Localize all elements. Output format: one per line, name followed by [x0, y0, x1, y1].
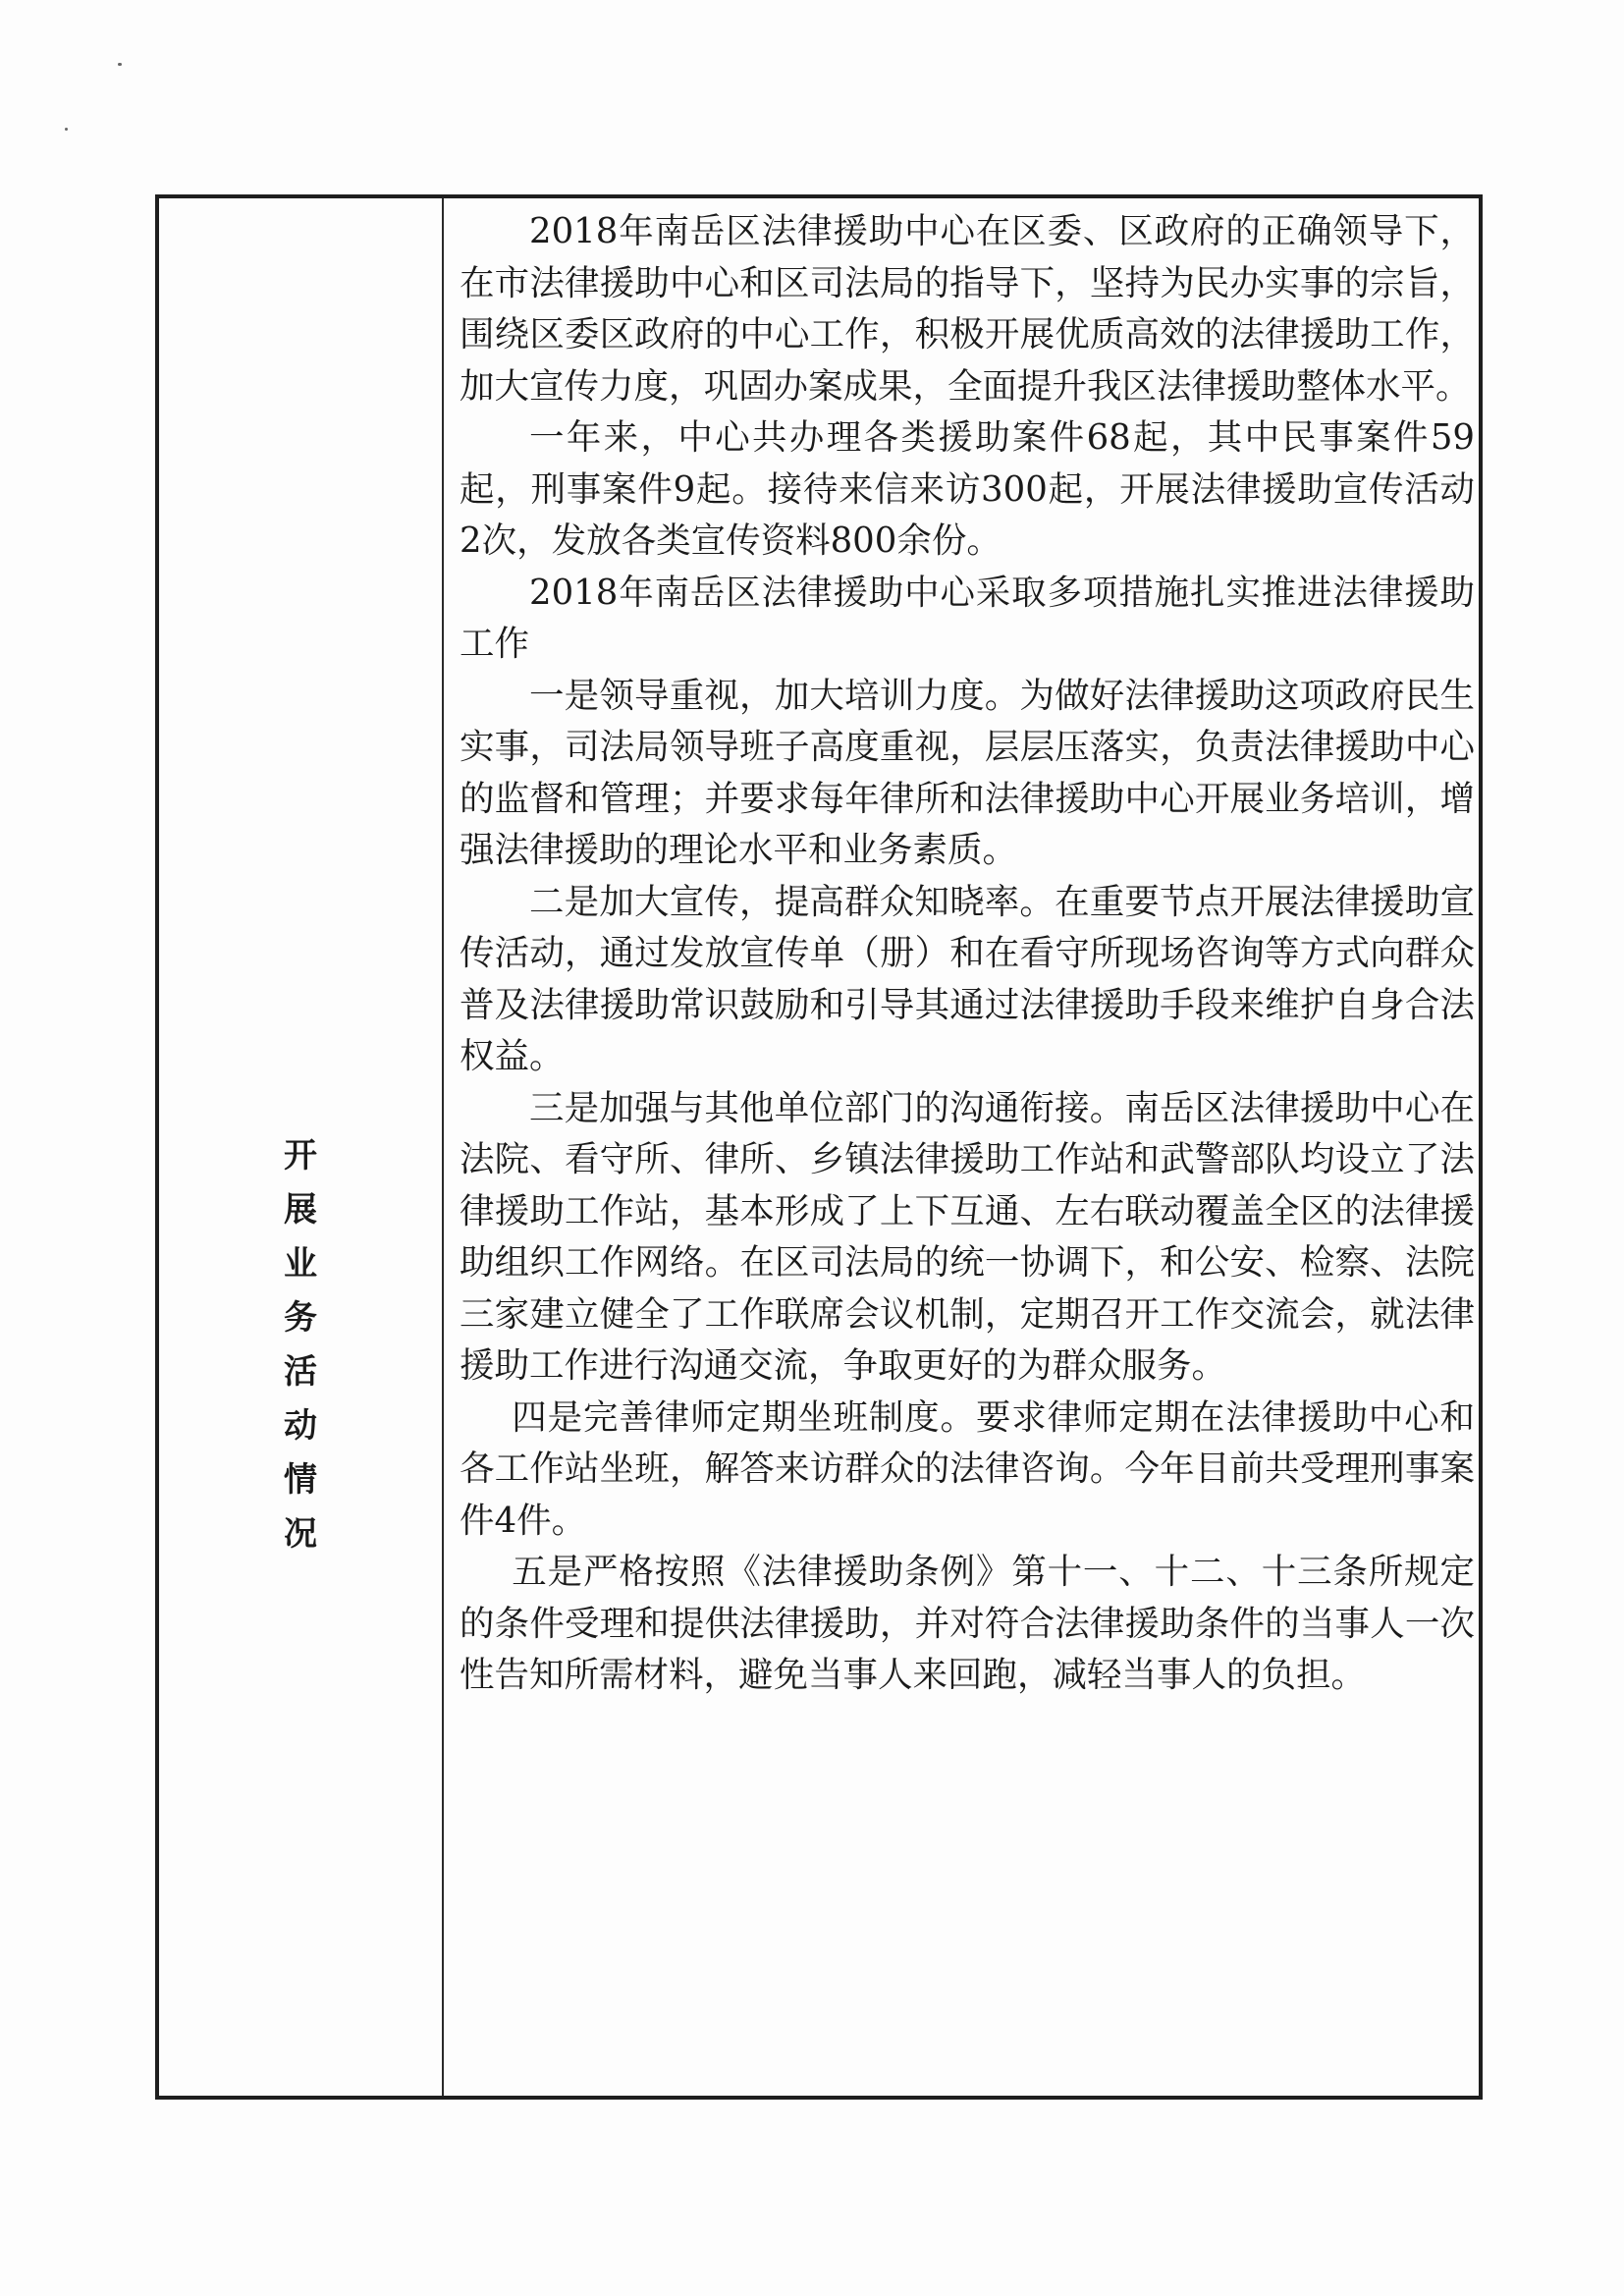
content-cell: [444, 198, 1479, 2096]
paragraph-measure-4: 四是完善律师定期坐班制度。要求律师定期在法律援助中心和各工作站坐班，解答来访群众的法律咨询。今年目前共受理刑事案件4件。: [460, 1396, 1475, 1541]
paragraph-measures-heading: 2018年南岳区法律援助中心采取多项措施扎实推进法律援助工作: [460, 572, 1475, 664]
form-table: [155, 194, 1483, 2100]
paragraph-stats: 一年来，中心共办理各类援助案件68起，其中民事案件59起，刑事案件9起。接待来信来访300起，开展法律援助宣传活动2次，发放各类宣传资料800余份。: [460, 417, 1475, 561]
report-body: [460, 206, 1475, 1702]
scan-speck: [118, 63, 122, 66]
row-label-char: 业: [284, 1244, 317, 1284]
row-label-char: 动: [284, 1406, 317, 1446]
paragraph-measure-1: 一是领导重视，加大培训力度。为做好法律援助这项政府民生实事，司法局领导班子高度重视，层层压落实，负责法律援助中心的监督和管理；并要求每年律所和法律援助中心开展业务培训，增强法律援助的理论水平和业务素质。: [460, 675, 1475, 870]
row-label-char: 情: [284, 1460, 317, 1500]
row-label-char: 展: [284, 1190, 317, 1230]
paragraph-measure-3: 三是加强与其他单位部门的沟通衔接。南岳区法律援助中心在法院、看守所、律所、乡镇法律援助工作站和武警部队均设立了法律援助工作站，基本形成了上下互通、左右联动覆盖全区的法律援助组织工作网络。在区司法局的统一协调下，和公安、检察、法院三家建立健全了工作联席会议机制，定期召开工作交流会，就法律援助工作进行沟通交流，争取更好的为群众服务。: [460, 1087, 1475, 1386]
paragraph-measure-5: 五是严格按照《法律援助条例》第十一、十二、十三条所规定的条件受理和提供法律援助，并对符合法律援助条件的当事人一次性告知所需材料，避免当事人来回跑，减轻当事人的负担。: [460, 1552, 1475, 1695]
row-label-char: 活: [284, 1352, 317, 1392]
row-label-char: 务: [284, 1298, 317, 1338]
row-label: [159, 1129, 442, 1561]
label-cell: [159, 198, 444, 2096]
paragraph-measure-2: 二是加大宣传，提高群众知晓率。在重要节点开展法律援助宣传活动，通过发放宣传单（册）和在看守所现场咨询等方式向群众普及法律援助常识鼓励和引导其通过法律援助手段来维护自身合法权益。: [460, 881, 1475, 1076]
row-label-char: 开: [284, 1136, 317, 1175]
scan-speck: [65, 128, 68, 131]
row-label-char: 况: [284, 1514, 317, 1554]
paragraph-intro: 2018年南岳区法律援助中心在区委、区政府的正确领导下，在市法律援助中心和区司法局的指导下，坚持为民办实事的宗旨，围绕区委区政府的中心工作，积极开展优质高效的法律援助工作，加大宣传力度，巩固办案成果，全面提升我区法律援助整体水平。: [460, 211, 1475, 407]
